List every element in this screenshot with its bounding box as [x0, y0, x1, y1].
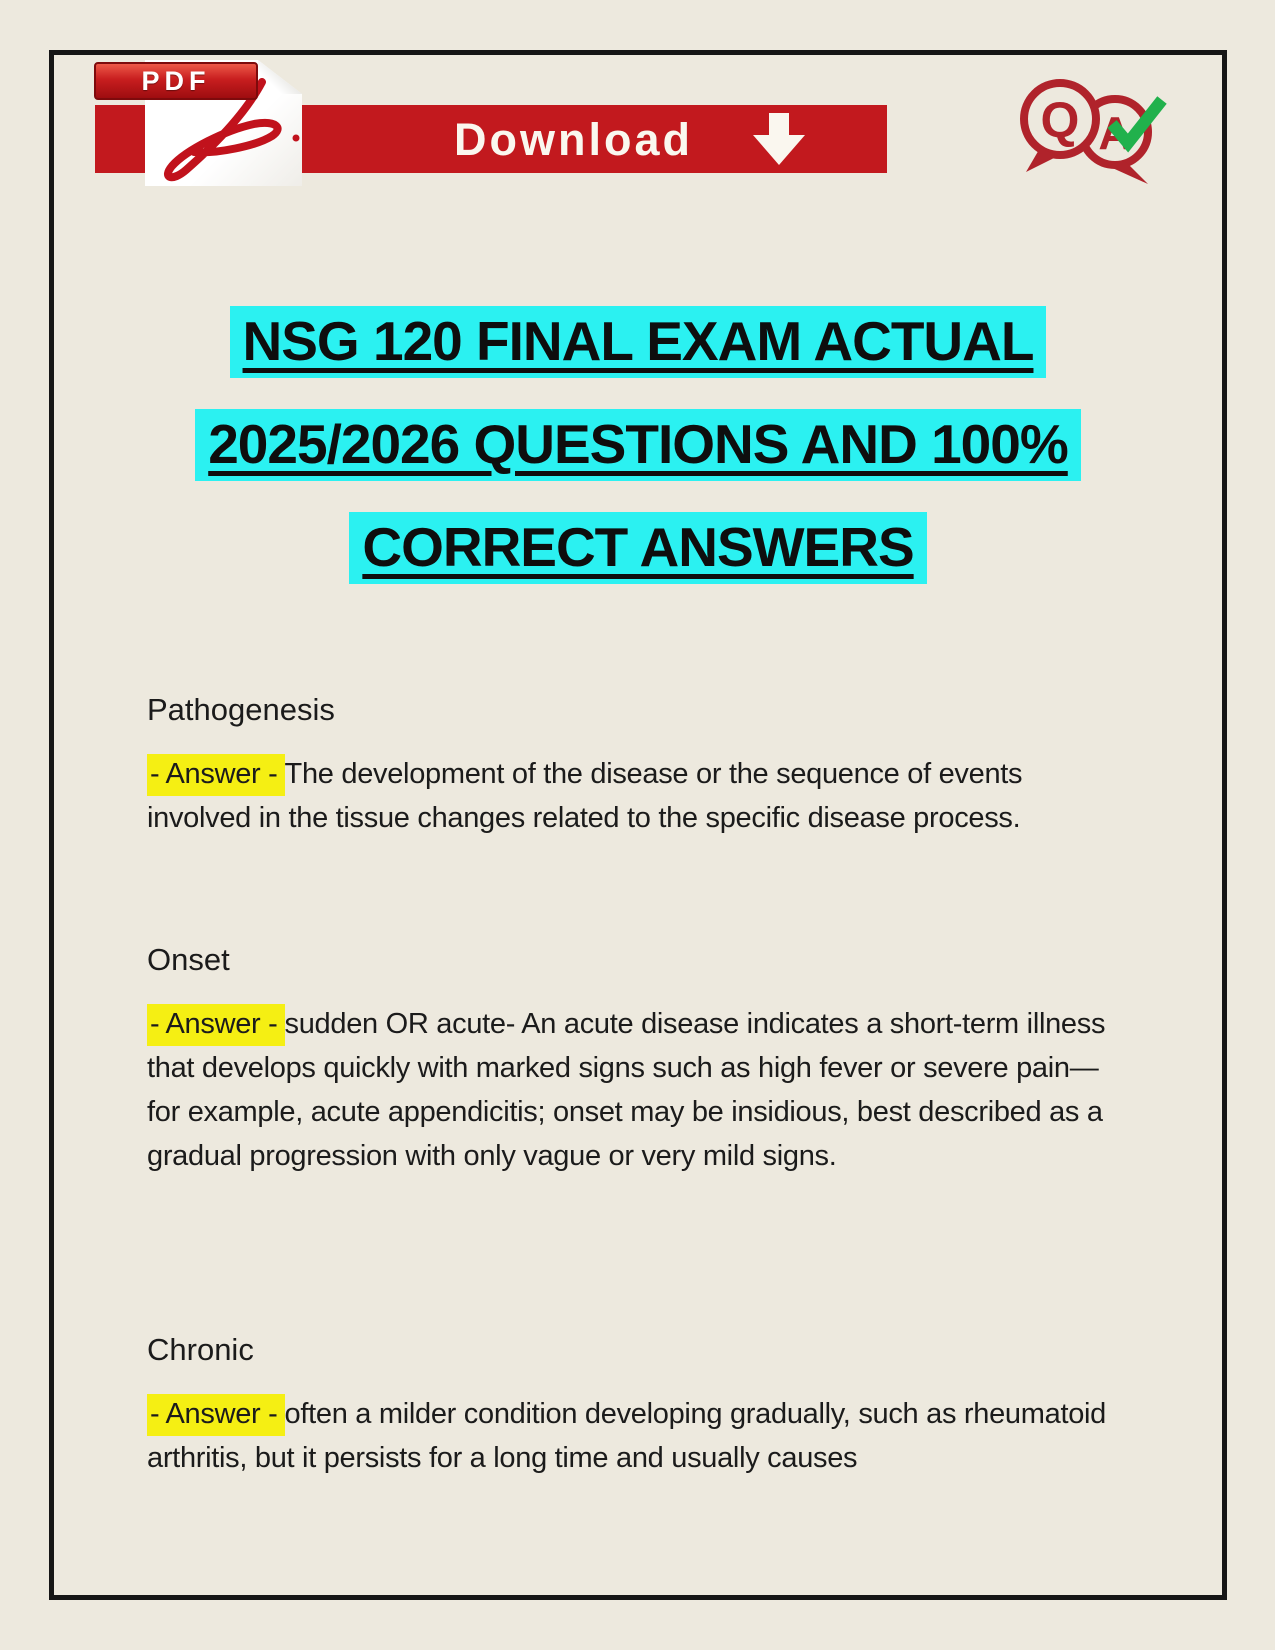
answer-label-highlight: - Answer - [147, 1004, 285, 1046]
qa-section [147, 692, 1122, 840]
qa-section [147, 1332, 1122, 1480]
answer-label-highlight: - Answer - [147, 1394, 285, 1436]
title-text-highlighted: NSG 120 FINAL EXAM ACTUAL [230, 306, 1047, 378]
title-line-1 [49, 306, 1227, 378]
title-text-highlighted: CORRECT ANSWERS [349, 512, 926, 584]
answer-label-highlight: - Answer - [147, 754, 285, 796]
title-line-2 [49, 409, 1227, 481]
qa-logo [1012, 72, 1170, 190]
term-heading: Onset [147, 942, 230, 977]
term-heading: Chronic [147, 1332, 254, 1367]
answer-paragraph [147, 1392, 1122, 1480]
answer-text: often a milder condition developing gradually, such as rheumatoid arthritis, but it persists for a long time and usually causes [147, 1398, 1107, 1474]
exam-title [49, 306, 1227, 615]
answer-paragraph [147, 1002, 1122, 1178]
answer-paragraph [147, 752, 1122, 840]
answer-text: The development of the disease or the sequence of events involved in the tissue changes related to the specific disease process. [147, 758, 1023, 834]
term-heading: Pathogenesis [147, 692, 335, 727]
q-bubble-icon [1024, 83, 1096, 172]
qa-section [147, 942, 1122, 1178]
svg-text:Q: Q [1040, 92, 1080, 148]
pdf-label: PDF [94, 62, 258, 100]
answer-text: sudden OR acute- An acute disease indicates a short-term illness that develops quickly with marked signs such as high fever or severe pain—for example, acute appendicitis; onset may be insidious, best described as a gradual progression with only vague or very mild signs. [147, 1008, 1106, 1172]
svg-text:A: A [1098, 107, 1132, 159]
download-label: Download [454, 113, 693, 165]
title-text-highlighted: 2025/2026 QUESTIONS AND 100% [195, 409, 1081, 481]
download-arrow-icon [751, 113, 807, 165]
title-line-3 [49, 512, 1227, 584]
